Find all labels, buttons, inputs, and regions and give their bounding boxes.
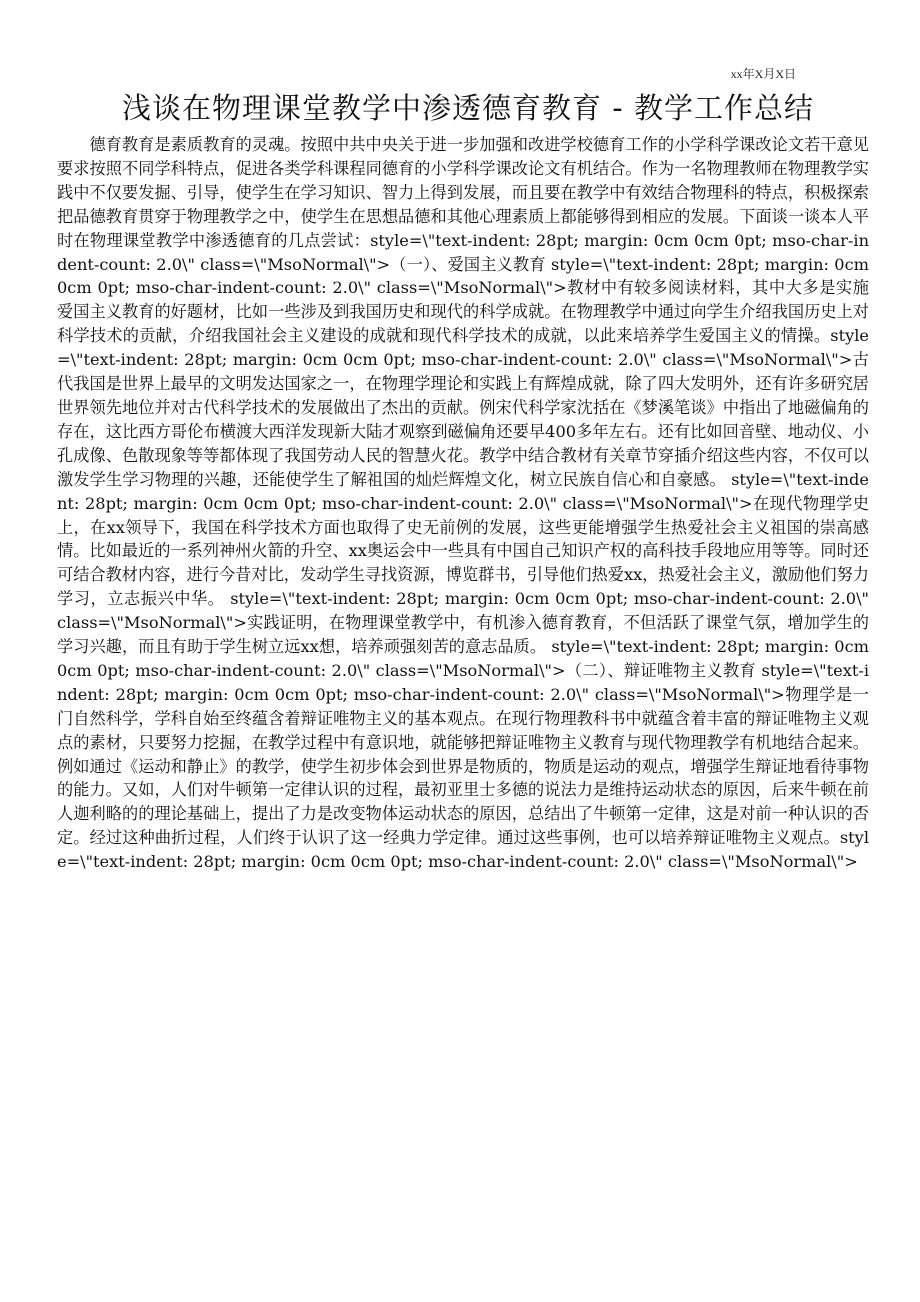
document-date: xx年X月X日: [730, 67, 796, 81]
document-body: 德育教育是素质教育的灵魂。按照中共中央关于进一步加强和改进学校德育工作的小学科学课改论文若干意见要求按照不同学科特点，促进各类学科课程同德育的小学科学课改论文有机结合。作为一名物理教师在物理教学实践中不仅要发掘、引导，使学生在学习知识、智力上得到发展，而且要在教学中有效结合物理科的特点，积极探索把品德教育贯穿于物理教学之中，使学生在思想品德和其他心理素质上都能够得到相应的发展。下面谈一谈本人平时在物理课堂教学中渗透德育的几点尝试：style=\"text-indent: 28pt; margin: 0cm 0cm 0pt; mso-char-indent-count: 2.0\" class=\"MsoNormal\">（一）、爱国主义教育 style=\"text-indent: 28pt; margin: 0cm 0cm 0pt; mso-char-indent-count: 2.0\" class=\"MsoNormal\">教材中有较多阅读材料，其中大多是实施爱国主义教育的好题材，比如一些涉及到我国历史和现代的科学成就。在物理教学中通过向学生介绍我国历史上对科学技术的贡献，介绍我国社会主义建设的成就和现代科学技术的成就，以此来培养学生爱国主义的情操。style=\"text-indent: 28pt; margin: 0cm 0cm 0pt; mso-char-indent-count: 2.0\" class=\"MsoNormal\">古代我国是世界上最早的文明发达国家之一，在物理学理论和实践上有辉煌成就，除了四大发明外，还有许多研究居世界领先地位并对古代科学技术的发展做出了杰出的贡献。例宋代科学家沈括在《梦溪笔谈》中指出了地磁偏角的存在，这比西方哥伦布横渡大西洋发现新大陆才观察到磁偏角还要早400多年左右。还有比如回音壁、地动仪、小孔成像、色散现象等等都体现了我国劳动人民的智慧火花。教学中结合教材有关章节穿插介绍这些内容，不仅可以激发学生学习物理的兴趣，还能使学生了解祖国的灿烂辉煌文化，树立民族自信心和自豪感。 style=\"text-indent: 28pt; margin: 0cm 0cm 0pt; mso-char-indent-count: 2.0\" class=\"MsoNormal\">在现代物理学史上，在xx领导下，我国在科学技术方面也取得了史无前例的发展，这些更能增强学生热爱社会主义祖国的崇高感情。比如最近的一系列神州火箭的升空、xx奥运会中一些具有中国自己知识产权的高科技手段地应用等等。同时还可结合教材内容，进行今昔对比，发动学生寻找资源，博览群书，引导他们热爱xx，热爱社会主义，激励他们努力学习，立志振兴中华。 style=\"text-indent: 28pt; margin: 0cm 0cm 0pt; mso-char-indent-count: 2.0\" class=\"MsoNormal\">实践证明，在物理课堂教学中，有机渗入德育教育，不但活跃了课堂气氛，增加学生的学习兴趣，而且有助于学生树立远xx想，培养顽强刻苦的意志品质。 style=\"text-indent: 28pt; margin: 0cm 0cm 0pt; mso-char-indent-count: 2.0\" class=\"MsoNormal\">（二）、辩证唯物主义教育 style=\"text-indent: 28pt; margin: 0cm 0cm 0pt; mso-char-indent-count: 2.0\" class=\"MsoNormal\">物理学是一门自然科学，学科自始至终蕴含着辩证唯物主义的基本观点。在现行物理教科书中就蕴含着丰富的辩证唯物主义观点的素材，只要努力挖掘，在教学过程中有意识地，就能够把辩证唯物主义教育与现代物理教学有机地结合起来。例如通过《运动和静止》的教学，使学生初步体会到世界是物质的，物质是运动的观点，增强学生辩证地看待事物的能力。又如，人们对牛顿第一定律认识的过程，最初亚里士多德的说法力是维持运动状态的原因，后来牛顿在前人迦利略的的理论基础上，提出了力是改变物体运动状态的原因，总结出了牛顿第一定律，这是对前一种认识的否定。经过这种曲折过程，人们终于认识了这一经典力学定律。通过这些事例，也可以培养辩证唯物主义观点。style=\"text-indent: 28pt; margin: 0cm 0cm 0pt; mso-char-indent-count: 2.0\" class=\"MsoNormal\">: [57, 135, 869, 872]
document-title: 浅谈在物理课堂教学中渗透德育教育 - 教学工作总结: [122, 91, 814, 125]
